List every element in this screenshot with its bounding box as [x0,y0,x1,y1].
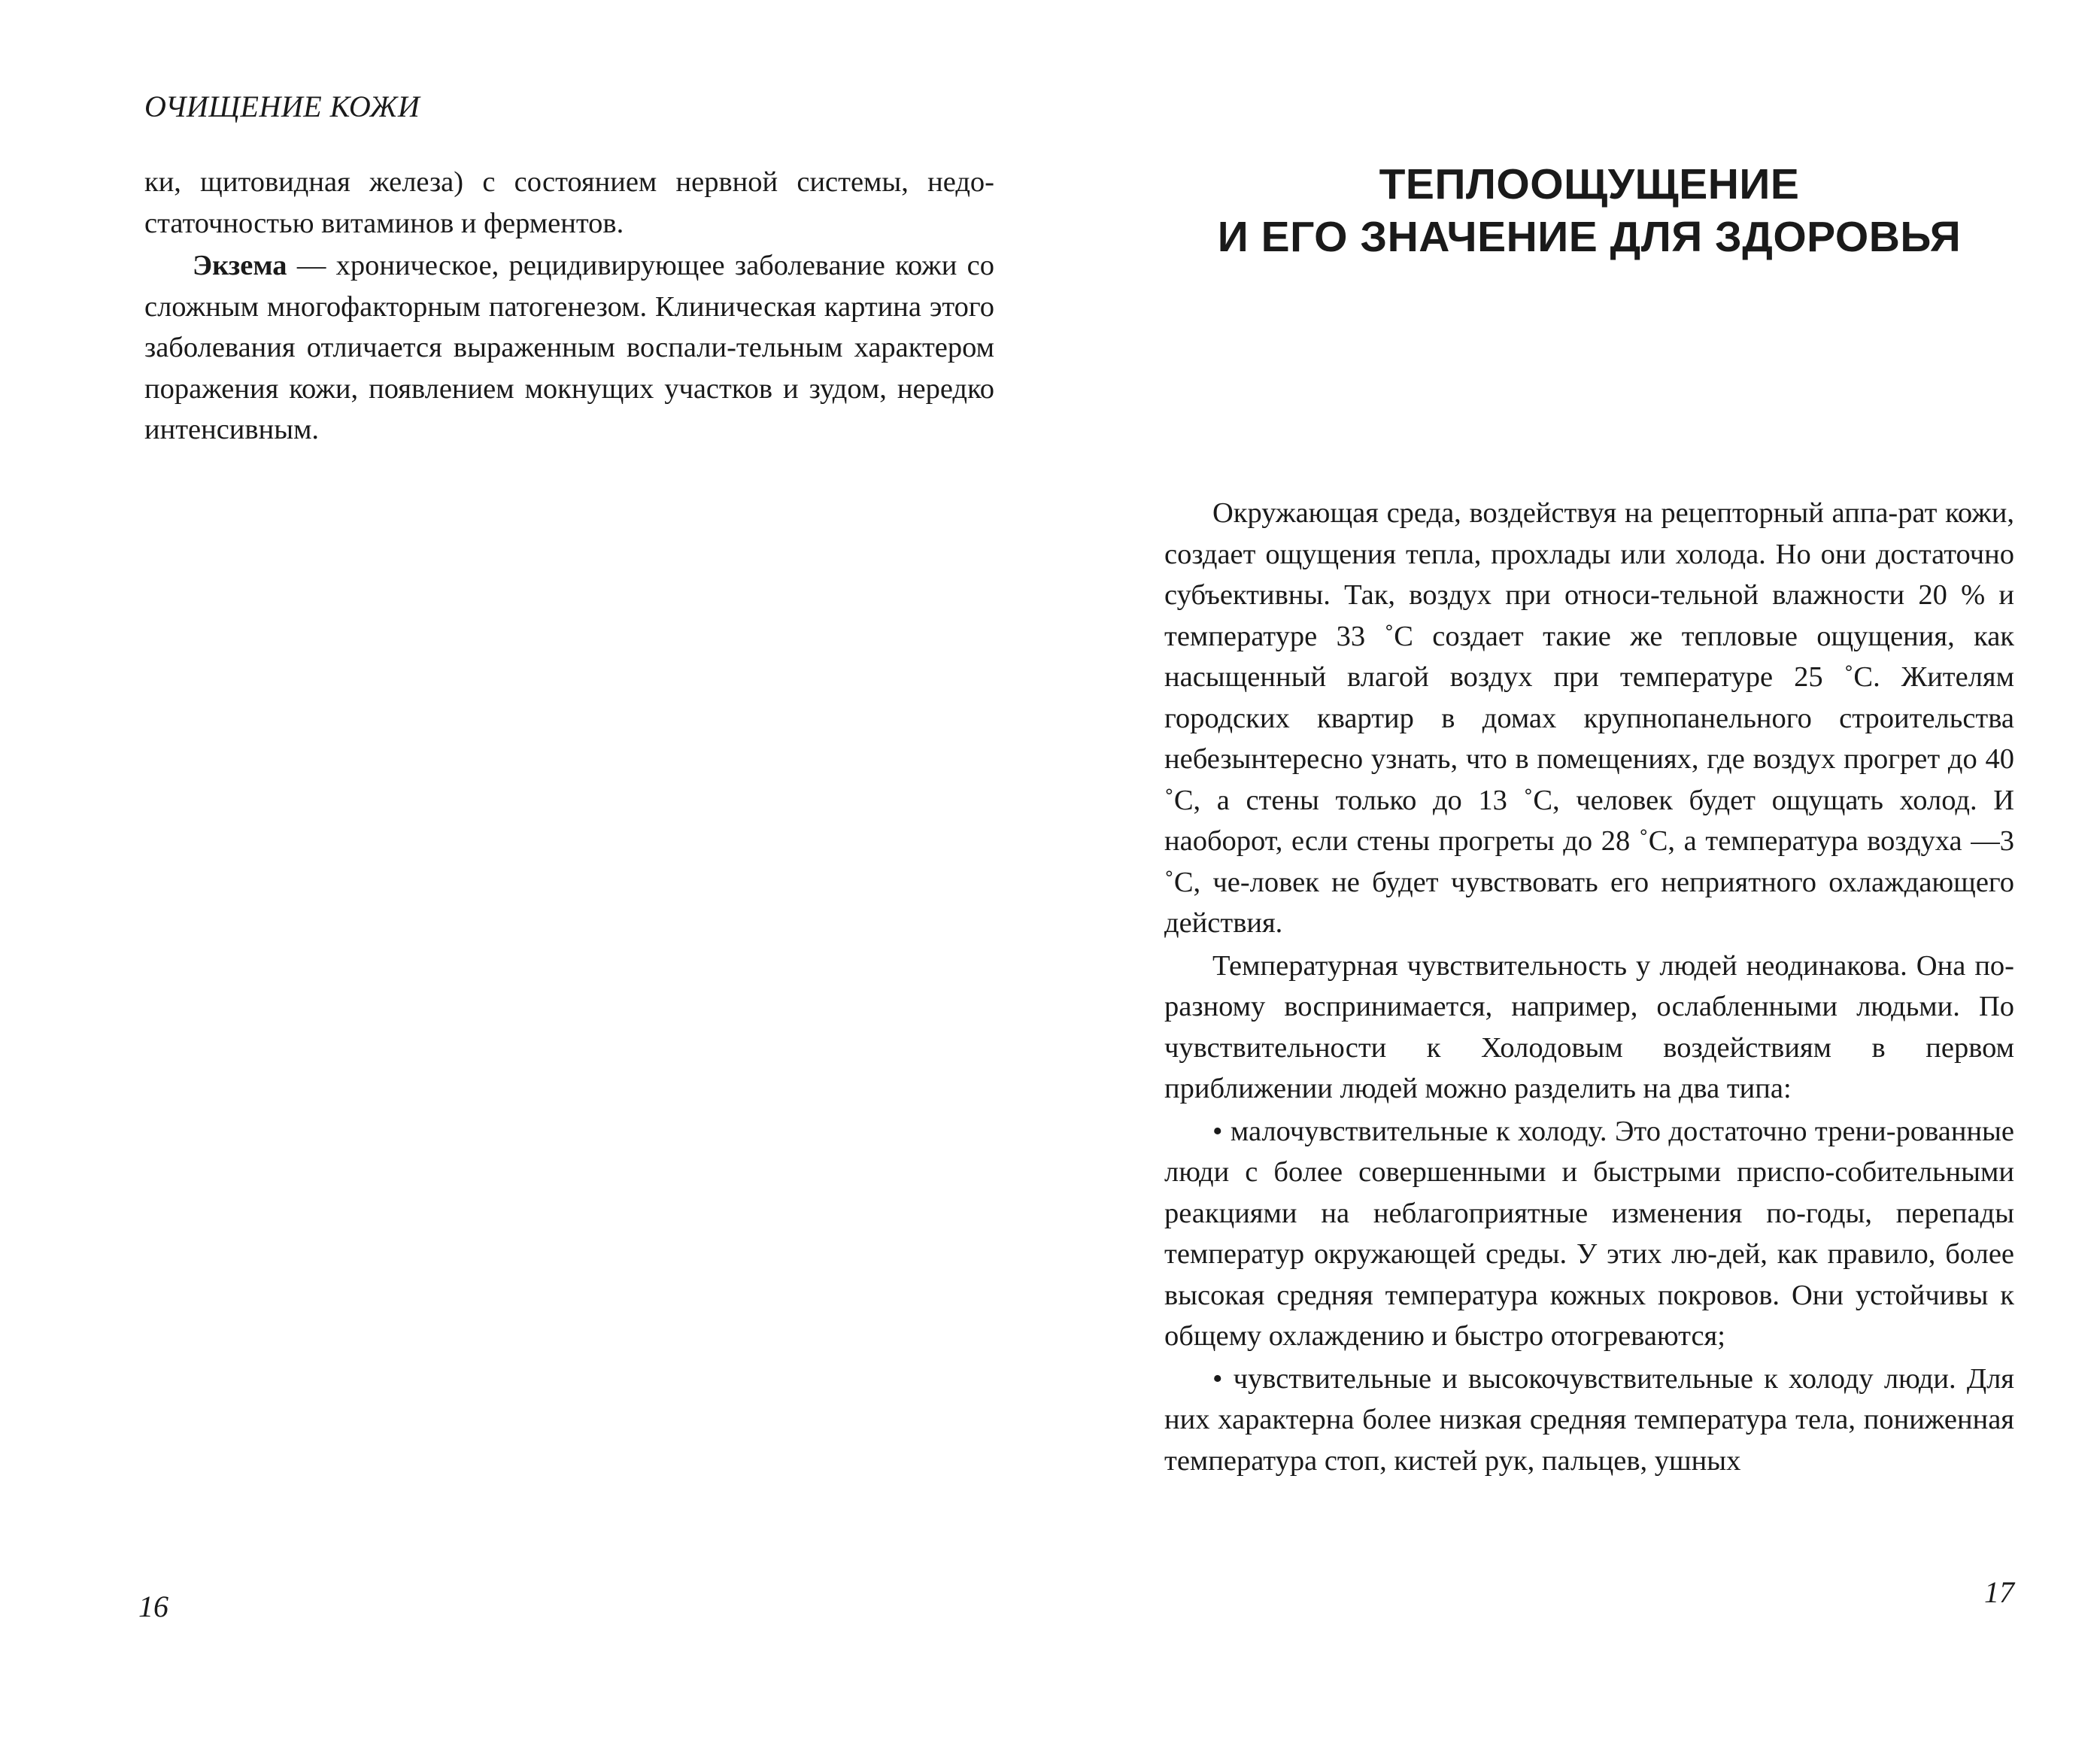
chapter-title-line-2: И ЕГО ЗНАЧЕНИЕ ДЛЯ ЗДОРОВЬЯ [1217,213,1962,261]
paragraph: Окружающая среда, воздействуя на рецепторный аппа-рат кожи, создает ощущения тепла, прохлады или холода. Но они достаточно субъективны. Так, воздух при относи-тельной влажности 20 % и температуре 33 ˚С создает такие же тепловые ощущения, как насыщенный влагой воздух при температуре 25 ˚С. Жителям городских квартир в домах крупнопанельного строительства небезынтересно узнать, что в помещениях, где воздух прогрет до 40 ˚С, а стены только до 13 ˚С, человек будет ощущать холод. И наоборот, если стены прогреты до 28 ˚С, а температура воздуха —3 ˚С, че-ловек не будет чувствовать его неприятного охлаждающего действия. [1164,497,2014,939]
left-body-text [144,162,994,452]
page-number-left: 16 [138,1590,168,1623]
paragraph: Температурная чувствительность у людей неодинакова. Она по-разному воспринимается, например, ослабленными людьми. По чувствительности к Холодовым воздействиям в первом приближении людей можно разделить на два типа: [1164,949,2014,1104]
page-number-right: 17 [1984,1575,2014,1609]
chapter-title-line-1: ТЕПЛООЩУЩЕНИЕ [1379,160,1800,208]
eczema-definition: — хроническое, рецидивирующее заболевание кожи со сложным многофакторным патогенезом. Клиническая картина этого заболевания отличается выраженным воспали-тельным характером поражения кожи, появлением мокнущих участков и зудом, нередко интенсивным. [144,250,994,445]
eczema-term: Экзема [193,250,287,281]
right-page [1050,0,2100,1752]
right-body-text [1164,493,2014,1483]
bullet-item: • малочувствительные к холоду. Это достаточно трени-рованные люди с более совершенными и быстрыми приспо-собительными реакциями на неблагоприятные изменения по-годы, перепады температур окружающей среды. У этих лю-дей, как правило, более высокая средняя температура кожных покровов. Они устойчивы к общему охлаждению и быстро отогреваются; [1164,1115,2014,1352]
running-head: ОЧИЩЕНИЕ КОЖИ [144,90,420,123]
eczema-paragraph [144,245,994,451]
chapter-title [1164,158,2014,263]
paragraph: ки, щитовидная железа) с состоянием нервной системы, недо-статочностью витаминов и ферментов. [144,166,994,239]
bullet-item: • чувствительные и высокочувствительные к холоду люди. Для них характерна более низкая средняя температура тела, пониженная температура стоп, кистей рук, пальцев, ушных [1164,1362,2014,1477]
